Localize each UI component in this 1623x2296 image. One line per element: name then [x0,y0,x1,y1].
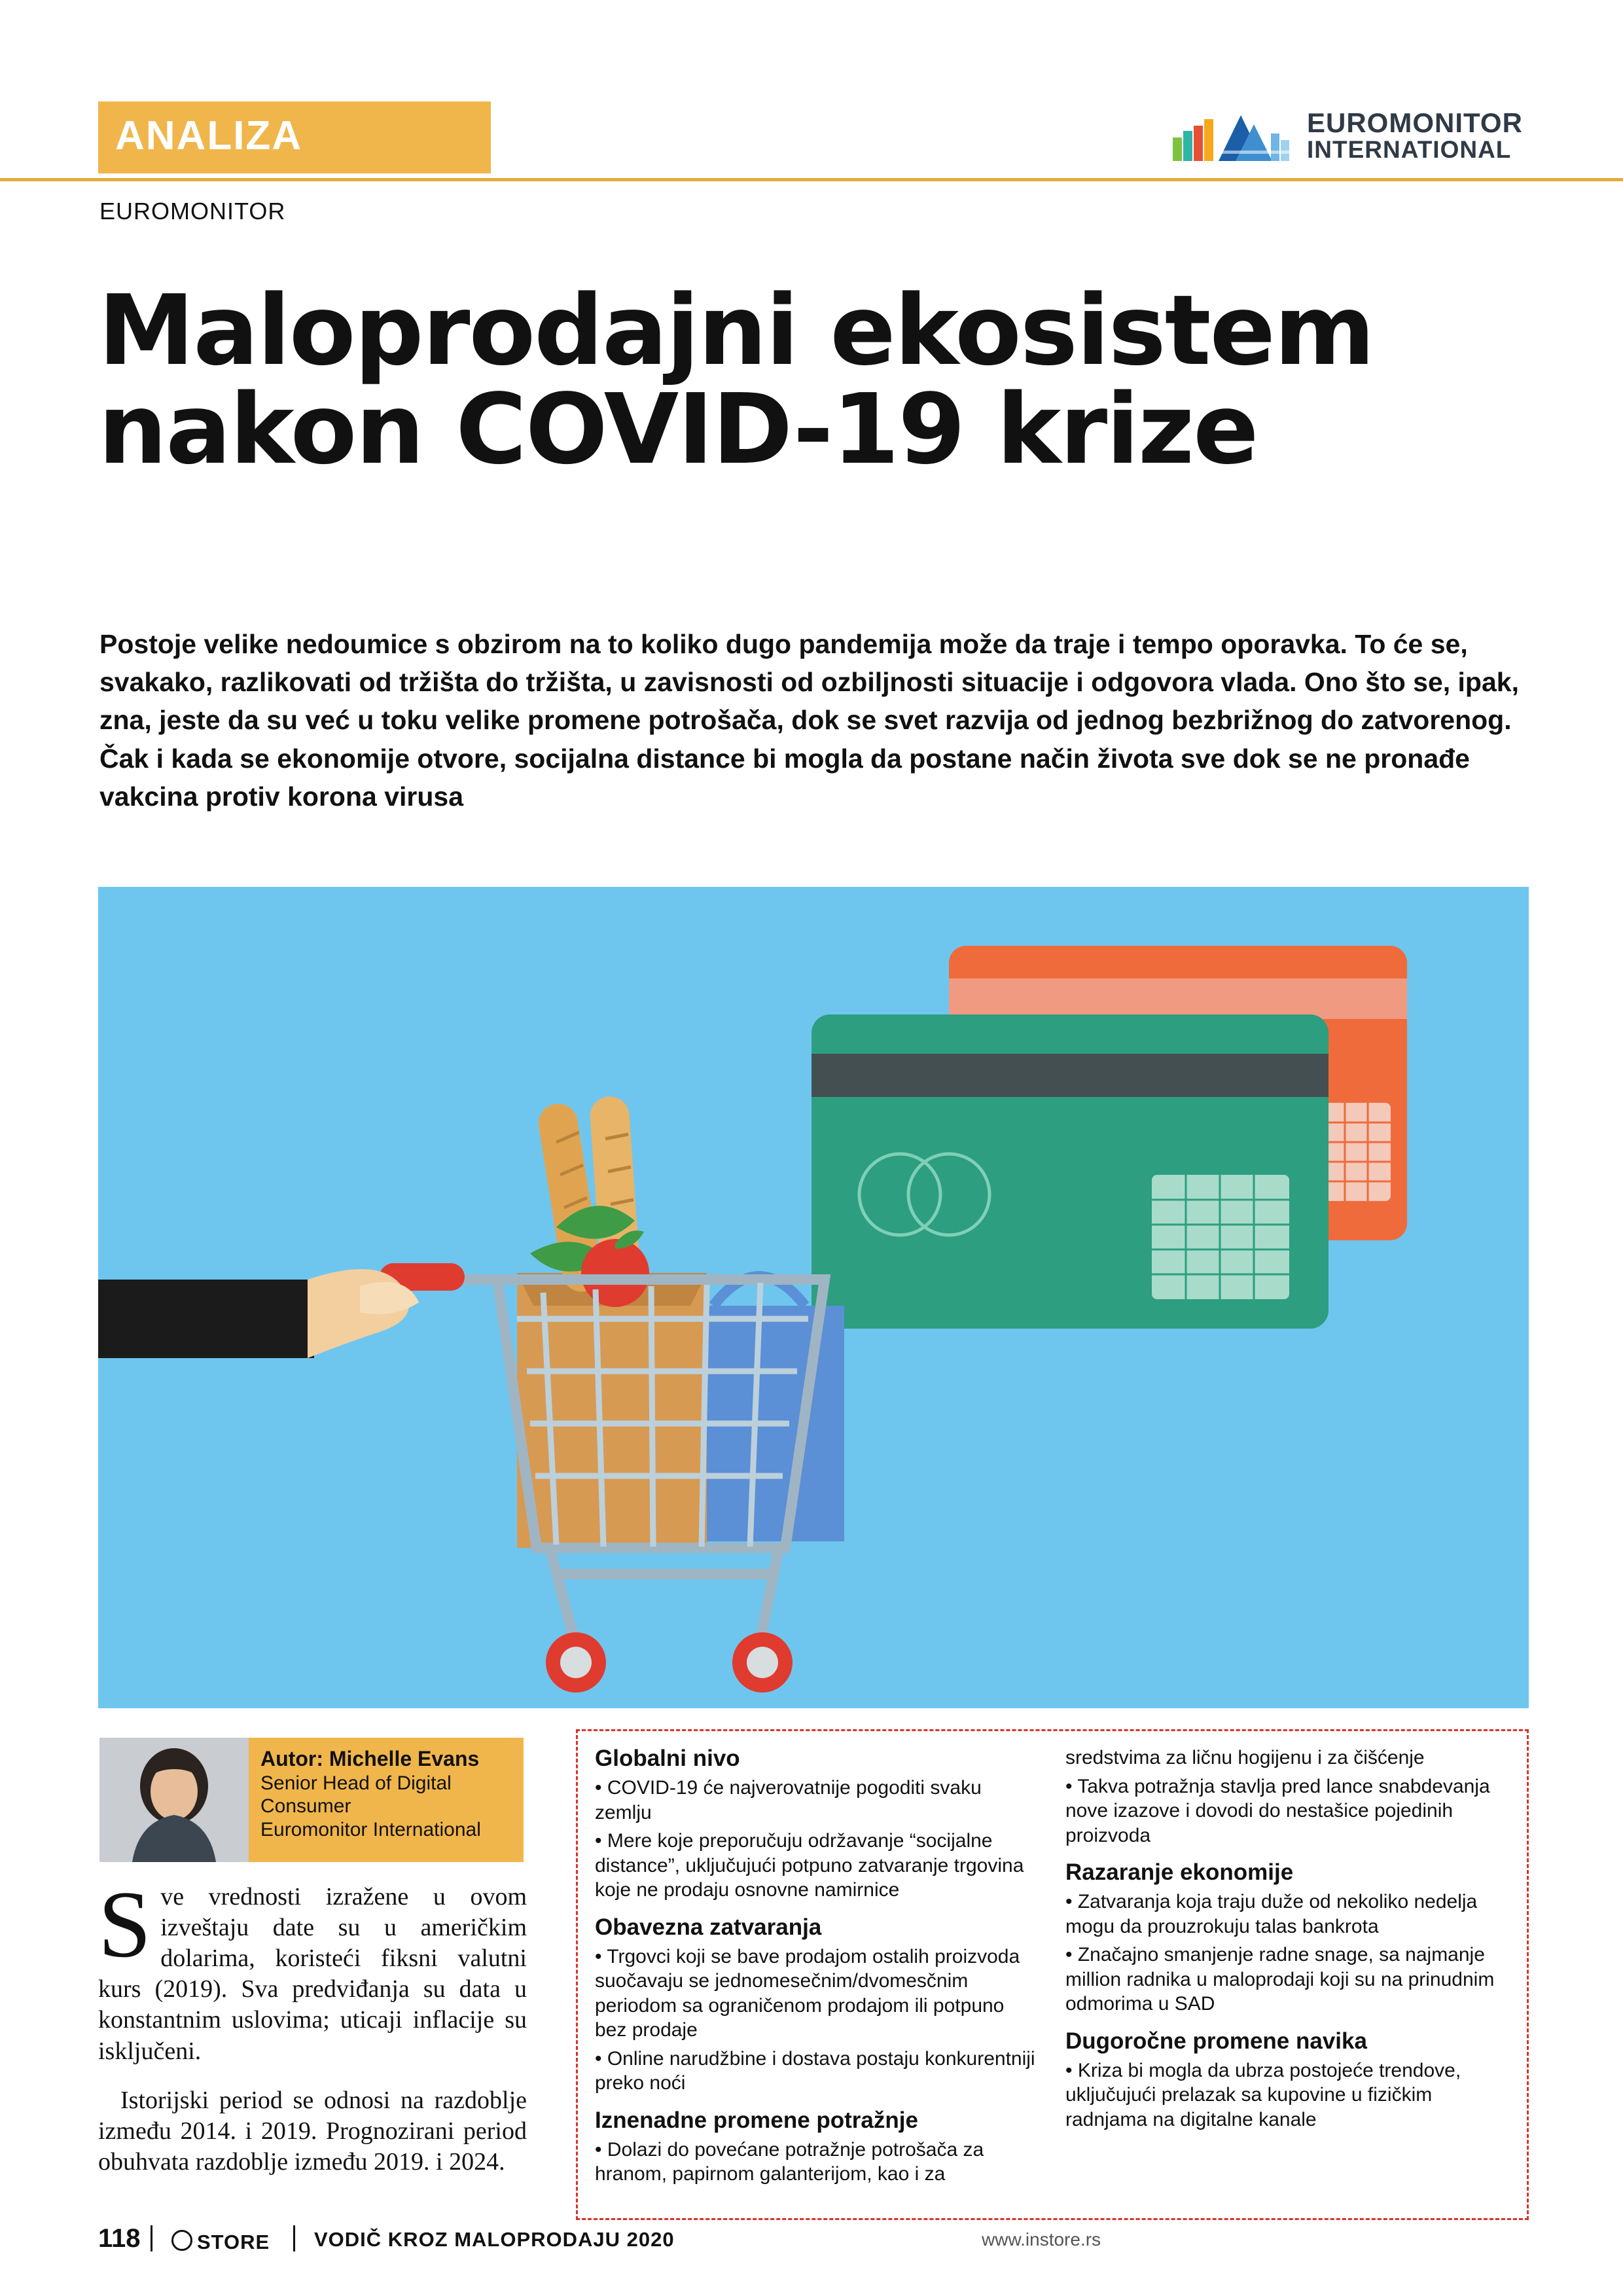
factbox-heading: Razaranje ekonomije [1065,1859,1294,1885]
hero-illustration [98,887,1529,1708]
author-title-1: Senior Head of Digital [260,1772,452,1794]
body-paragraph-1 [98,1871,527,2067]
page-number: 118 [98,2224,141,2253]
footer-divider [293,2225,295,2251]
logo-wordmark [1307,109,1523,163]
factbox-bullet: • Trgovci koji se bave prodajom ostalih proizvoda suočavaju se jednomesečnim/dvomesčnim periodom sa ograničenom prodajom ili potpuno bez prodaje [595,1945,1020,2041]
factbox-heading: Globalni nivo [595,1746,740,1771]
factbox-bullet: • Takva potražnja stavlja pred lance snabdevanja nove izazove i dovodi do nestašice pojedinih proizvoda [1065,1775,1490,1846]
logo-line1: EUROMONITOR [1307,107,1523,138]
factbox-bullet: • Online narudžbine i dostava postaju konkurentniji preko noći [595,2047,1035,2094]
footer-store-text: STORE [197,2231,270,2253]
headline-line-1: Maloprodajni ekosistem [98,274,1374,387]
body-column [98,1871,527,2196]
factbox-right-column [1065,1746,1510,2204]
factbox-heading: Iznenadne promene potražnje [595,2107,918,2133]
factbox [576,1729,1529,2220]
factbox-bullet: • COVID-19 će najverovatnije pogoditi svaku zemlju [595,1777,982,1823]
factbox-bullet: • Dolazi do povećane potražnje potrošača za hranom, papirnom galanterijom, kao i za [595,2138,984,2185]
author-name: Autor: Michelle Evans [260,1747,480,1770]
kicker: EUROMONITOR [99,198,286,224]
author-title-2: Consumer [260,1795,351,1818]
euromonitor-logo [1173,105,1526,165]
factbox-bullet: • Značajno smanjenje radne snage, sa najmanje million radnika u maloprodaji koji su na prinudnim odmorima u SAD [1065,1944,1495,2015]
logo-mark-icon [1173,111,1297,161]
headline-line-2: nakon COVID-19 krize [98,372,1258,486]
factbox-left-column [595,1746,1039,2204]
drop-cap: S [98,1871,152,1977]
footer-url[interactable]: www.instore.rs [982,2229,1101,2250]
avatar [99,1738,249,1862]
factbox-bullet: sredstvima za ličnu hogijenu i za čišćenje [1065,1747,1425,1768]
logo-line2: INTERNATIONAL [1307,136,1512,164]
author-credit [249,1738,524,1862]
factbox-bullet: • Zatvaranja koja traju duže od nekoliko nedelja mogu da prouzrokuju talas bankrota [1065,1891,1478,1937]
header-rule [0,178,1623,181]
store-logo-icon [171,2230,192,2251]
section-label: ANALIZA [115,113,303,158]
factbox-heading: Obavezna zatvaranja [595,1914,822,1940]
page-title [98,274,1538,486]
footer-guide-label: VODIČ KROZ MALOPRODAJU 2020 [314,2228,675,2251]
footer-store-label [171,2228,270,2254]
factbox-bullet: • Mere koje preporučuju održavanje “socijalne distance”, uključujući potpuno zatvaranje trgovina koje ne prodaju osnovne namirnice [595,1830,1024,1901]
factbox-bullet: • Kriza bi mogla da ubrza postojeće trendove, uključujući prelazak sa kupovine u fizičkim radnjama na digitalne kanale [1065,2059,1461,2130]
body-paragraph-1-text: ve vrednosti izražene u ovom izveštaju date su u američkim dolarima, koristeći fiksni valutni kurs (2019). Sva predviđanja su data u konstantnim uslovima; uticaji inflacije su isključeni. [98,1883,527,2065]
author-org: Euromonitor International [260,1818,481,1840]
body-paragraph-2: Istorijski period se odnosi na razdoblje između 2014. i 2019. Prognozirani period obuhvata razdoblje između 2019. i 2024. [98,2086,527,2176]
factbox-heading: Dugoročne promene navika [1065,2028,1367,2054]
footer-divider [151,2225,152,2251]
standfirst: Postoje velike nedoumice s obzirom na to koliko dugo pandemija može da traje i tempo oporavka. To će se, svakako, razlikovati od tržišta do tržišta, u zavisnosti od ozbiljnosti situacije i odgovora vlada. Ono što se, ipak, zna, jeste da su već u toku velike promene potrošača, dok se svet razvija od jednog bezbrižnog do zatvorenog. Čak i kada se ekonomije otvore, socijalna distance bi mogla da postane način života sve dok se ne pronađe vakcina protiv korona virusa [99,629,1519,812]
